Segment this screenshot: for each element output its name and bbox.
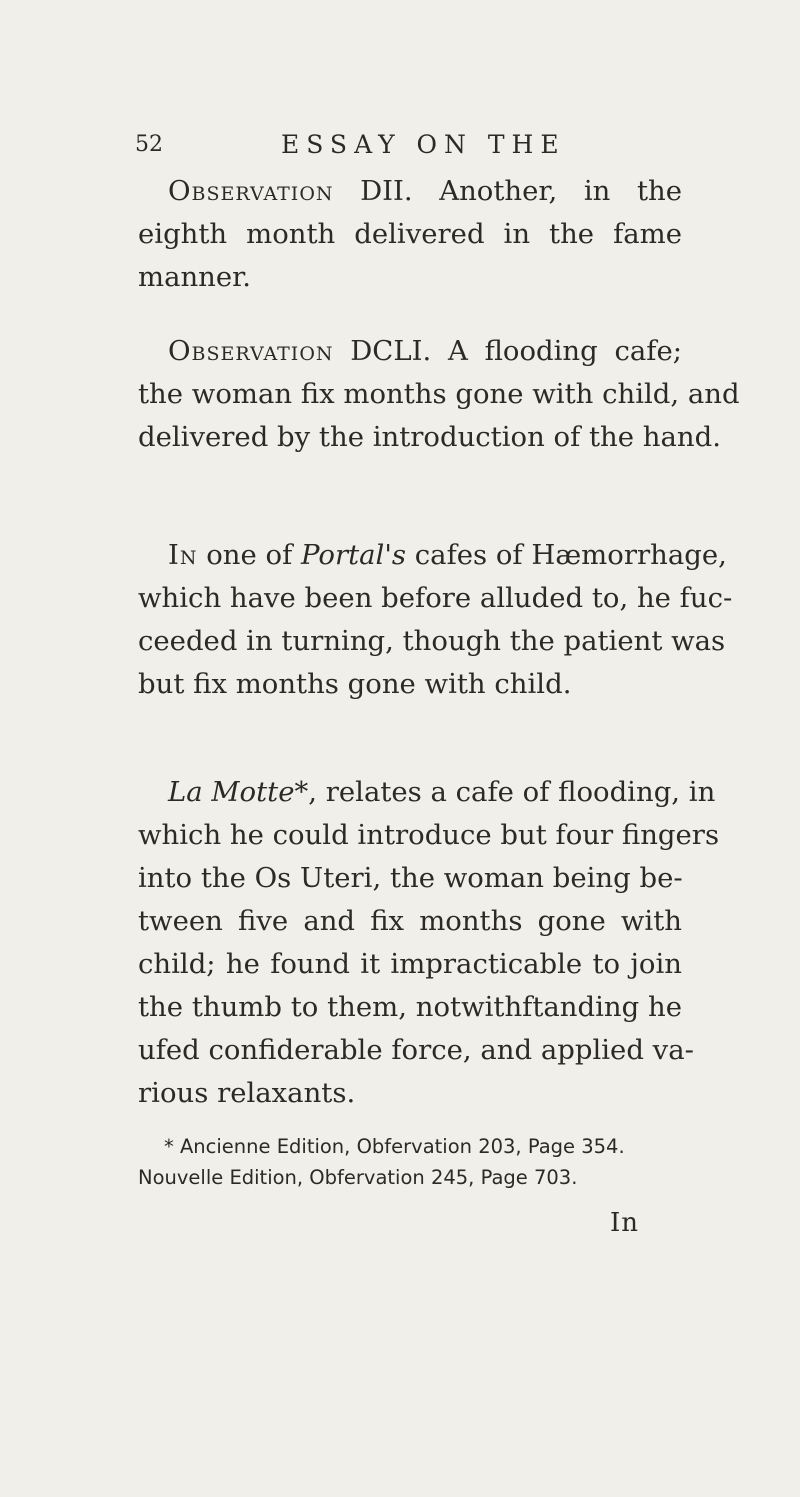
text-run: one of [197, 539, 302, 571]
paragraph-portal-cases [138, 534, 733, 706]
text-run: DCLI. A flooding cafe; [333, 335, 682, 367]
observation-heading: Observation [168, 335, 334, 367]
text-run: DII. Another, in the [333, 175, 682, 207]
text-line: rious relaxants. [138, 1077, 356, 1109]
footnote [138, 1131, 678, 1193]
author-name: La Motte* [168, 776, 309, 808]
catchword: In [610, 1208, 640, 1238]
text-line [138, 170, 682, 213]
running-title: ESSAY ON THE [281, 130, 566, 159]
paragraph-observation-dii [138, 170, 682, 299]
text-line [138, 534, 727, 577]
text-run: , relates a cafe of flooding, in [308, 776, 716, 808]
text-line: manner. [138, 261, 252, 293]
paragraph-initial: In [168, 539, 198, 571]
text-line: into the Os Uteri, the woman being be- [138, 862, 683, 894]
text-line: delivered by the introduction of the hand. [138, 421, 721, 453]
text-line: the woman fix months gone with child, and [138, 378, 740, 410]
text-line: eighth month delivered in the fame [138, 218, 682, 250]
text-line: which have been before alluded to, he fuc- [138, 582, 733, 614]
footnote-line: * Ancienne Edition, Obfervation 203, Page 354. [164, 1135, 625, 1158]
text-run: cafes of Hæmorrhage, [406, 539, 727, 571]
author-name: Portal's [301, 539, 407, 571]
page-number: 52 [135, 132, 163, 157]
text-line: the thumb to them, notwithftanding he [138, 991, 682, 1023]
text-line: ceeded in turning, though the patient was [138, 625, 726, 657]
text-line: which he could introduce but four fingers [138, 819, 720, 851]
footnote-line: Nouvelle Edition, Obfervation 245, Page 703. [138, 1166, 578, 1189]
text-line: child; he found it impracticable to join [138, 948, 682, 980]
text-line [138, 771, 716, 814]
text-line [138, 330, 682, 373]
paragraph-la-motte [138, 771, 720, 1115]
page-header [135, 127, 695, 163]
text-line: ufed confiderable force, and applied va- [138, 1034, 694, 1066]
paragraph-observation-dcli [138, 330, 740, 459]
text-line: but fix months gone with child. [138, 668, 572, 700]
observation-heading: Observation [168, 175, 334, 207]
text-line: tween five and fix months gone with [138, 905, 682, 937]
